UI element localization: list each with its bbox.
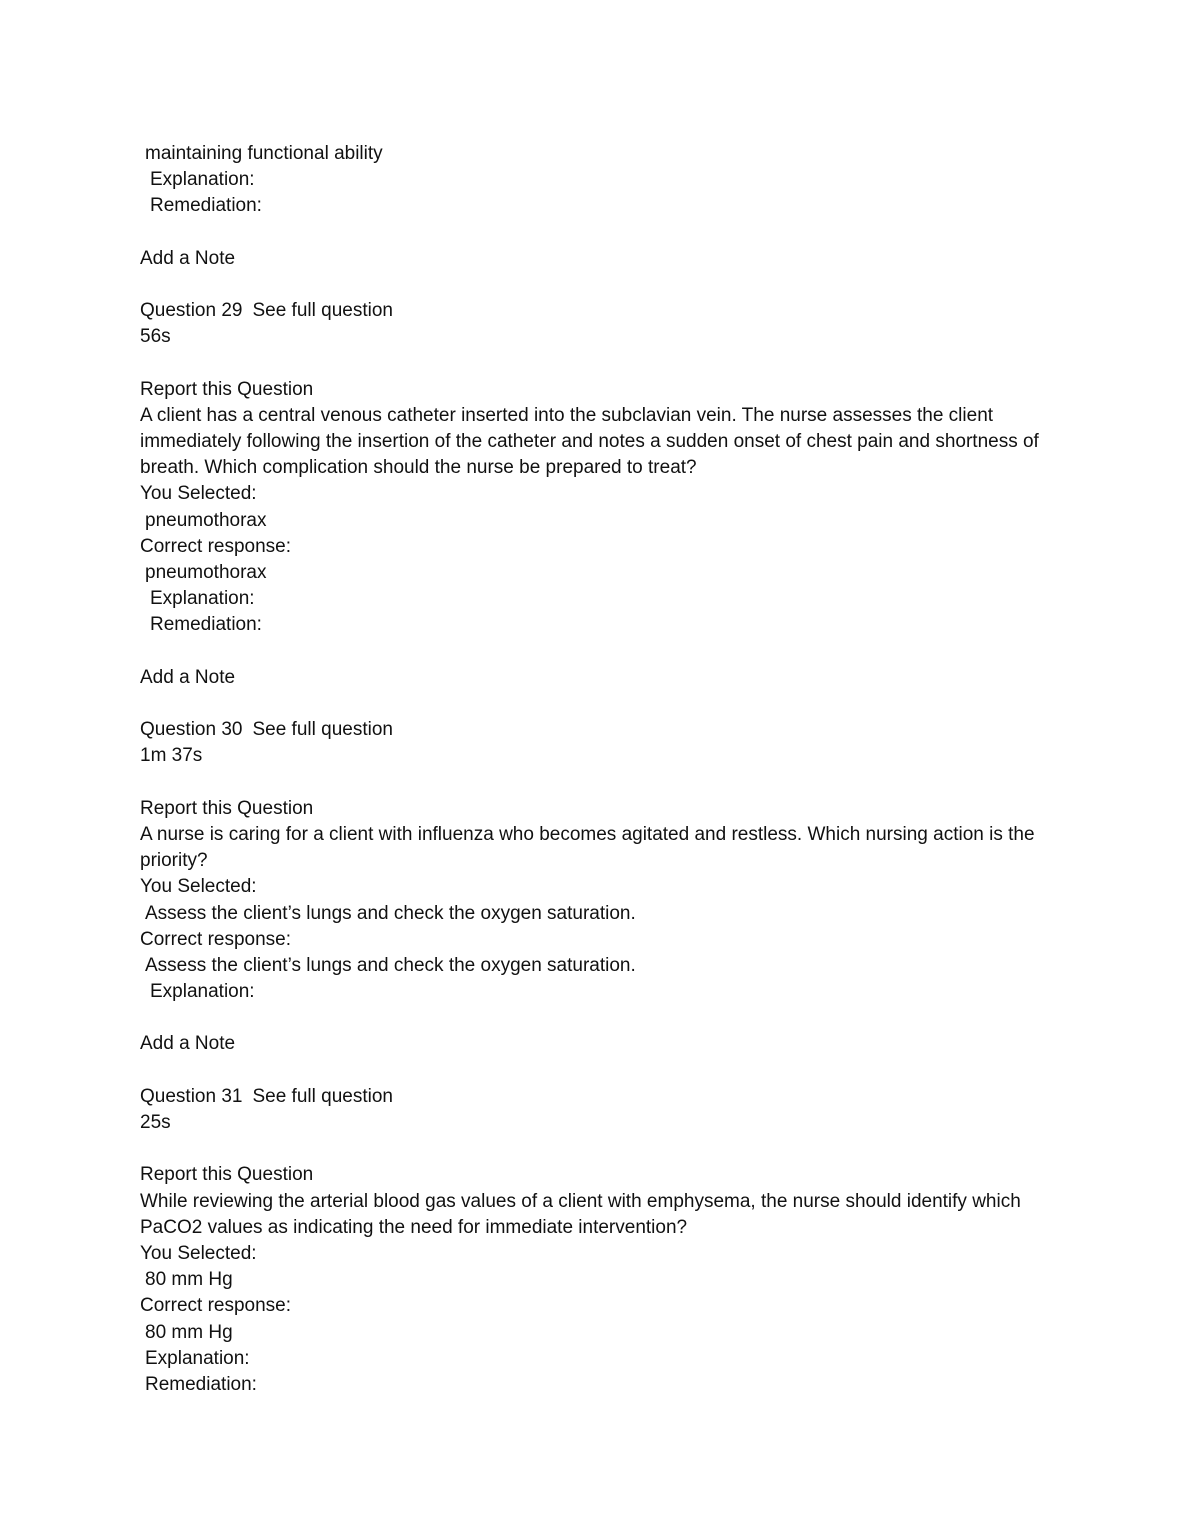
- q29-question-text: A client has a central venous catheter inserted into the subclavian vein. The nurse assesses the client immediately following the insertion of the catheter and notes a sudden onset of chest pain and shortness of breath. Which complication should the nurse be prepared to treat?: [140, 404, 1039, 479]
- q30-you-selected-label: You Selected:: [140, 876, 257, 898]
- q29-report-link[interactable]: Report this Question: [140, 378, 314, 400]
- q31-question-text: While reviewing the arterial blood gas values of a client with emphysema, the nurse should identify which PaCO2 values as indicating the need for immediate intervention?: [140, 1190, 1021, 1238]
- q31-see-full-link[interactable]: See full question: [252, 1085, 393, 1107]
- q29-label: Question 29: [140, 300, 243, 322]
- q30-time: 1m 37s: [140, 745, 203, 767]
- q29-correct-label: Correct response:: [140, 535, 292, 557]
- q31-you-selected-value: 80 mm Hg: [145, 1269, 233, 1291]
- q31-correct-label: Correct response:: [140, 1295, 292, 1317]
- q31-remediation-label: Remediation:: [145, 1373, 257, 1395]
- q29-time: 56s: [140, 326, 171, 348]
- q28-explanation-label: Explanation:: [150, 169, 255, 191]
- q30-question-text: A nurse is caring for a client with influenza who becomes agitated and restless. Which nursing action is the priority?: [140, 823, 1035, 872]
- q30-correct-value: Assess the client’s lungs and check the oxygen saturation.: [145, 954, 636, 976]
- document-page: [140, 141, 1040, 1398]
- q28-answer: maintaining functional ability: [145, 143, 383, 164]
- q29-you-selected-label: You Selected:: [140, 483, 257, 505]
- q31-correct-value: 80 mm Hg: [145, 1321, 233, 1343]
- q30-add-note-link[interactable]: Add a Note: [140, 1033, 236, 1055]
- q28-add-note-link[interactable]: Add a Note: [140, 247, 236, 269]
- q29-add-note-link[interactable]: Add a Note: [140, 666, 236, 688]
- q28-remediation-label: Remediation:: [150, 195, 262, 217]
- q31-explanation-label: Explanation:: [145, 1347, 250, 1369]
- q29-header: [140, 298, 1040, 324]
- q31-header: [140, 1084, 1040, 1110]
- q29-remediation-label: Remediation:: [150, 614, 262, 636]
- q29-see-full-link[interactable]: See full question: [252, 300, 393, 322]
- q29-correct-value: pneumothorax: [145, 562, 267, 584]
- q31-label: Question 31: [140, 1085, 243, 1107]
- q31-time: 25s: [140, 1112, 171, 1134]
- q30-report-link[interactable]: Report this Question: [140, 797, 314, 819]
- q30-explanation-label: Explanation:: [150, 981, 255, 1003]
- q29-you-selected-value: pneumothorax: [145, 509, 267, 531]
- q29-explanation-label: Explanation:: [150, 588, 255, 610]
- q31-you-selected-label: You Selected:: [140, 1242, 257, 1264]
- q30-see-full-link[interactable]: See full question: [252, 719, 393, 741]
- q30-label: Question 30: [140, 719, 243, 741]
- q30-correct-label: Correct response:: [140, 928, 292, 950]
- q31-report-link[interactable]: Report this Question: [140, 1164, 314, 1186]
- q30-you-selected-value: Assess the client’s lungs and check the oxygen saturation.: [145, 902, 636, 924]
- q30-header: [140, 717, 1040, 743]
